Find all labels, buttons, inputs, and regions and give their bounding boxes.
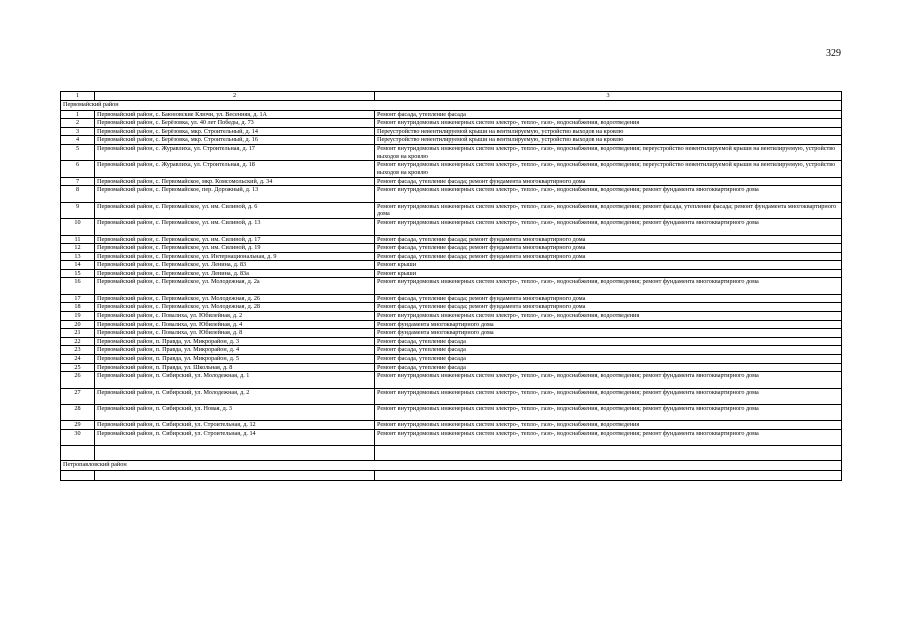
row-work: Ремонт внутридомовых инженерных систем электро-, тепло-, газо-, водоснабжения, водоотведения; ремонт фундамента многоквартирного дома (375, 186, 842, 202)
empty-cell (375, 471, 842, 481)
section-row (61, 100, 842, 110)
empty-row (61, 446, 842, 461)
row-number: 21 (61, 329, 95, 338)
row-address: Первомайский район, п. Сибирский, ул. Строительная, д. 12 (95, 421, 375, 430)
row-work: Ремонт фасада, утепление фасада (375, 363, 842, 372)
row-work: Ремонт внутридомовых инженерных систем электро-, тепло-, газо-, водоснабжения, водоотведения; ремонт фундамента многоквартирного дома (375, 405, 842, 421)
table-row (61, 312, 842, 321)
table-row (61, 119, 842, 128)
row-address: Первомайский район, с. Первомайское, ул. им. Силиной, д. 19 (95, 244, 375, 253)
section-title: Петропавловский район (61, 461, 842, 471)
row-number: 26 (61, 372, 95, 388)
row-address: Первомайский район, с. Первомайское, ул. Ленина, д. 83а (95, 269, 375, 278)
row-work: Ремонт внутридомовых инженерных систем электро-, тепло-, газо-, водоснабжения, водоотведения; ремонт фундамента многоквартирного дома (375, 429, 842, 445)
row-address: Первомайский район, п. Сибирский, ул. Строительная, д. 14 (95, 429, 375, 445)
table-row (61, 320, 842, 329)
page-number: 329 (826, 48, 841, 59)
row-address: Первомайский район, п. Правда, ул. Микрорайон, д. 5 (95, 355, 375, 364)
row-address: Первомайский район, с. Берёзовка, мкр. Строительный, д. 14 (95, 127, 375, 136)
row-number: 18 (61, 303, 95, 312)
table-row (61, 244, 842, 253)
row-address: Первомайский район, с. Баюновские Ключи, ул. Весенняя, д. 1А (95, 110, 375, 119)
table-row (61, 278, 842, 294)
row-number: 5 (61, 144, 95, 160)
empty-cell (95, 446, 375, 461)
row-work: Ремонт фасада, утепление фасада; ремонт фундамента многоквартирного дома (375, 303, 842, 312)
row-work: Ремонт внутридомовых инженерных систем электро-, тепло-, газо-, водоснабжения, водоотведения; ремонт фасада, утепление фасада; ремонт фундамента многоквартирного дома (375, 202, 842, 218)
row-work: Ремонт фасада, утепление фасада; ремонт фундамента многоквартирного дома (375, 177, 842, 186)
table-row (61, 388, 842, 404)
row-address: Первомайский район, с. Повалиха, ул. Юбилейная, д. 2 (95, 312, 375, 321)
row-address: Первомайский район, с. Первомайское, ул. им. Силиной, д. 13 (95, 219, 375, 235)
row-number: 28 (61, 405, 95, 421)
row-number: 6 (61, 161, 95, 177)
row-number: 16 (61, 278, 95, 294)
header-col-2: 2 (95, 92, 375, 101)
repair-table (60, 91, 842, 481)
row-number: 1 (61, 110, 95, 119)
row-work: Ремонт фасада, утепление фасада; ремонт фундамента многоквартирного дома (375, 252, 842, 261)
section-title: Первомайский район (61, 100, 842, 110)
table-row (61, 136, 842, 145)
row-address: Первомайский район, с. Первомайское, ул. Молодежная, д. 28 (95, 303, 375, 312)
row-work: Ремонт внутридомовых инженерных систем электро-, тепло-, газо-, водоснабжения, водоотведения (375, 312, 842, 321)
table-row (61, 329, 842, 338)
row-work: Ремонт фундамента многоквартирного дома (375, 329, 842, 338)
header-col-1: 1 (61, 92, 95, 101)
row-number: 19 (61, 312, 95, 321)
row-number: 13 (61, 252, 95, 261)
row-number: 25 (61, 363, 95, 372)
row-address: Первомайский район, с. Первомайское, ул. Молодежная, д. 26 (95, 294, 375, 303)
row-number: 7 (61, 177, 95, 186)
row-number: 29 (61, 421, 95, 430)
row-number: 11 (61, 235, 95, 244)
table-row (61, 337, 842, 346)
header-row (61, 92, 842, 101)
row-address: Первомайский район, с. Первомайское, ул. Интернациональная, д. 9 (95, 252, 375, 261)
row-address: Первомайский район, п. Правда, ул. Микрорайон, д. 4 (95, 346, 375, 355)
table-row (61, 363, 842, 372)
table-row (61, 177, 842, 186)
row-work: Ремонт фасада, утепление фасада; ремонт фундамента многоквартирного дома (375, 294, 842, 303)
table-row (61, 294, 842, 303)
row-number: 4 (61, 136, 95, 145)
empty-cell (95, 471, 375, 481)
row-work: Ремонт фасада, утепление фасада (375, 346, 842, 355)
row-address: Первомайский район, с. Первомайское, ул. им. Силиной, д. 17 (95, 235, 375, 244)
table-row (61, 372, 842, 388)
row-number: 17 (61, 294, 95, 303)
row-work: Ремонт внутридомовых инженерных систем электро-, тепло-, газо-, водоснабжения, водоотведения (375, 421, 842, 430)
row-work: Переустройство невентилируемой крыши на вентилируемую, устройство выходов на кровлю (375, 136, 842, 145)
row-address: Первомайский район, п. Сибирский, ул. Молодежная, д. 2 (95, 388, 375, 404)
row-address: Первомайский район, с. Берёзовка, ул. 40 лет Победы, д. 73 (95, 119, 375, 128)
row-address: Первомайский район, с. Берёзовка, мкр. Строительный, д. 16 (95, 136, 375, 145)
table-row (61, 303, 842, 312)
empty-row (61, 471, 842, 481)
table-body (61, 92, 842, 481)
row-number: 3 (61, 127, 95, 136)
table-row (61, 421, 842, 430)
row-number: 8 (61, 186, 95, 202)
row-work: Ремонт внутридомовых инженерных систем электро-, тепло-, газо-, водоснабжения, водоотведения; ремонт фундамента многоквартирного дома (375, 219, 842, 235)
row-work: Ремонт фундамента многоквартирного дома (375, 320, 842, 329)
row-address: Первомайский район, п. Сибирский, ул. Молодежная, д. 1 (95, 372, 375, 388)
table-row (61, 355, 842, 364)
row-address: Первомайский район, с. Первомайское, мкр. Комсомольский, д. 34 (95, 177, 375, 186)
row-address: Первомайский район, с. Журавлиха, ул. Строительная, д. 18 (95, 161, 375, 177)
row-address: Первомайский район, с. Повалиха, ул. Юбилейная, д. 8 (95, 329, 375, 338)
row-address: Первомайский район, с. Журавлиха, ул. Строительная, д. 17 (95, 144, 375, 160)
row-work: Ремонт фасада, утепление фасада; ремонт фундамента многоквартирного дома (375, 244, 842, 253)
row-work: Ремонт фасада, утепление фасада (375, 337, 842, 346)
row-number: 2 (61, 119, 95, 128)
table-row (61, 110, 842, 119)
row-number: 20 (61, 320, 95, 329)
row-address: Первомайский район, с. Первомайское, пер. Дорожный, д. 13 (95, 186, 375, 202)
row-address: Первомайский район, с. Повалиха, ул. Юбилейная, д. 4 (95, 320, 375, 329)
row-number: 22 (61, 337, 95, 346)
table-row (61, 144, 842, 160)
empty-cell (375, 446, 842, 461)
row-work: Ремонт внутридомовых инженерных систем электро-, тепло-, газо-, водоснабжения, водоотведения; переустройство невентилируемой крыши на вентилируемую, устройство выходов на кровлю (375, 144, 842, 160)
row-address: Первомайский район, с. Первомайское, ул. Молодежная, д. 2а (95, 278, 375, 294)
row-number: 14 (61, 261, 95, 270)
row-address: Первомайский район, с. Первомайское, ул. Ленина, д. 83 (95, 261, 375, 270)
row-address: Первомайский район, п. Правда, ул. Школьная, д. 8 (95, 363, 375, 372)
row-work: Ремонт внутридомовых инженерных систем электро-, тепло-, газо-, водоснабжения, водоотведения; ремонт фундамента многоквартирного дома (375, 278, 842, 294)
table-row (61, 202, 842, 218)
row-work: Ремонт фасада, утепление фасада (375, 110, 842, 119)
row-number: 30 (61, 429, 95, 445)
row-work: Ремонт внутридомовых инженерных систем электро-, тепло-, газо-, водоснабжения, водоотведения (375, 119, 842, 128)
row-work: Ремонт внутридомовых инженерных систем электро-, тепло-, газо-, водоснабжения, водоотведения; ремонт фундамента многоквартирного дома (375, 372, 842, 388)
table-row (61, 127, 842, 136)
row-number: 12 (61, 244, 95, 253)
table-row (61, 346, 842, 355)
table-row (61, 186, 842, 202)
table-row (61, 219, 842, 235)
empty-cell (61, 446, 95, 461)
row-address: Первомайский район, с. Первомайское, ул. им. Силиной, д. 6 (95, 202, 375, 218)
table-row (61, 161, 842, 177)
row-number: 9 (61, 202, 95, 218)
row-address: Первомайский район, п. Сибирский, ул. Новая, д. 3 (95, 405, 375, 421)
row-number: 27 (61, 388, 95, 404)
table-row (61, 235, 842, 244)
table-row (61, 252, 842, 261)
table-row (61, 269, 842, 278)
table-row (61, 429, 842, 445)
row-work: Ремонт внутридомовых инженерных систем электро-, тепло-, газо-, водоснабжения, водоотведения; переустройство невентилируемой крыши на вентилируемую, устройство выходов на кровлю (375, 161, 842, 177)
row-number: 15 (61, 269, 95, 278)
row-work: Ремонт фасада, утепление фасада; ремонт фундамента многоквартирного дома (375, 235, 842, 244)
section-row (61, 461, 842, 471)
table-row (61, 405, 842, 421)
row-work: Ремонт фасада, утепление фасада (375, 355, 842, 364)
header-col-3: 3 (375, 92, 842, 101)
row-number: 10 (61, 219, 95, 235)
row-address: Первомайский район, п. Правда, ул. Микрорайон, д. 3 (95, 337, 375, 346)
row-number: 24 (61, 355, 95, 364)
row-work: Ремонт внутридомовых инженерных систем электро-, тепло-, газо-, водоснабжения, водоотведения; ремонт фундамента многоквартирного дома (375, 388, 842, 404)
row-work: Переустройство невентилируемой крыши на вентилируемую, устройство выходов на кровлю (375, 127, 842, 136)
row-number: 23 (61, 346, 95, 355)
table-row (61, 261, 842, 270)
empty-cell (61, 471, 95, 481)
row-work: Ремонт крыши (375, 269, 842, 278)
row-work: Ремонт крыши (375, 261, 842, 270)
